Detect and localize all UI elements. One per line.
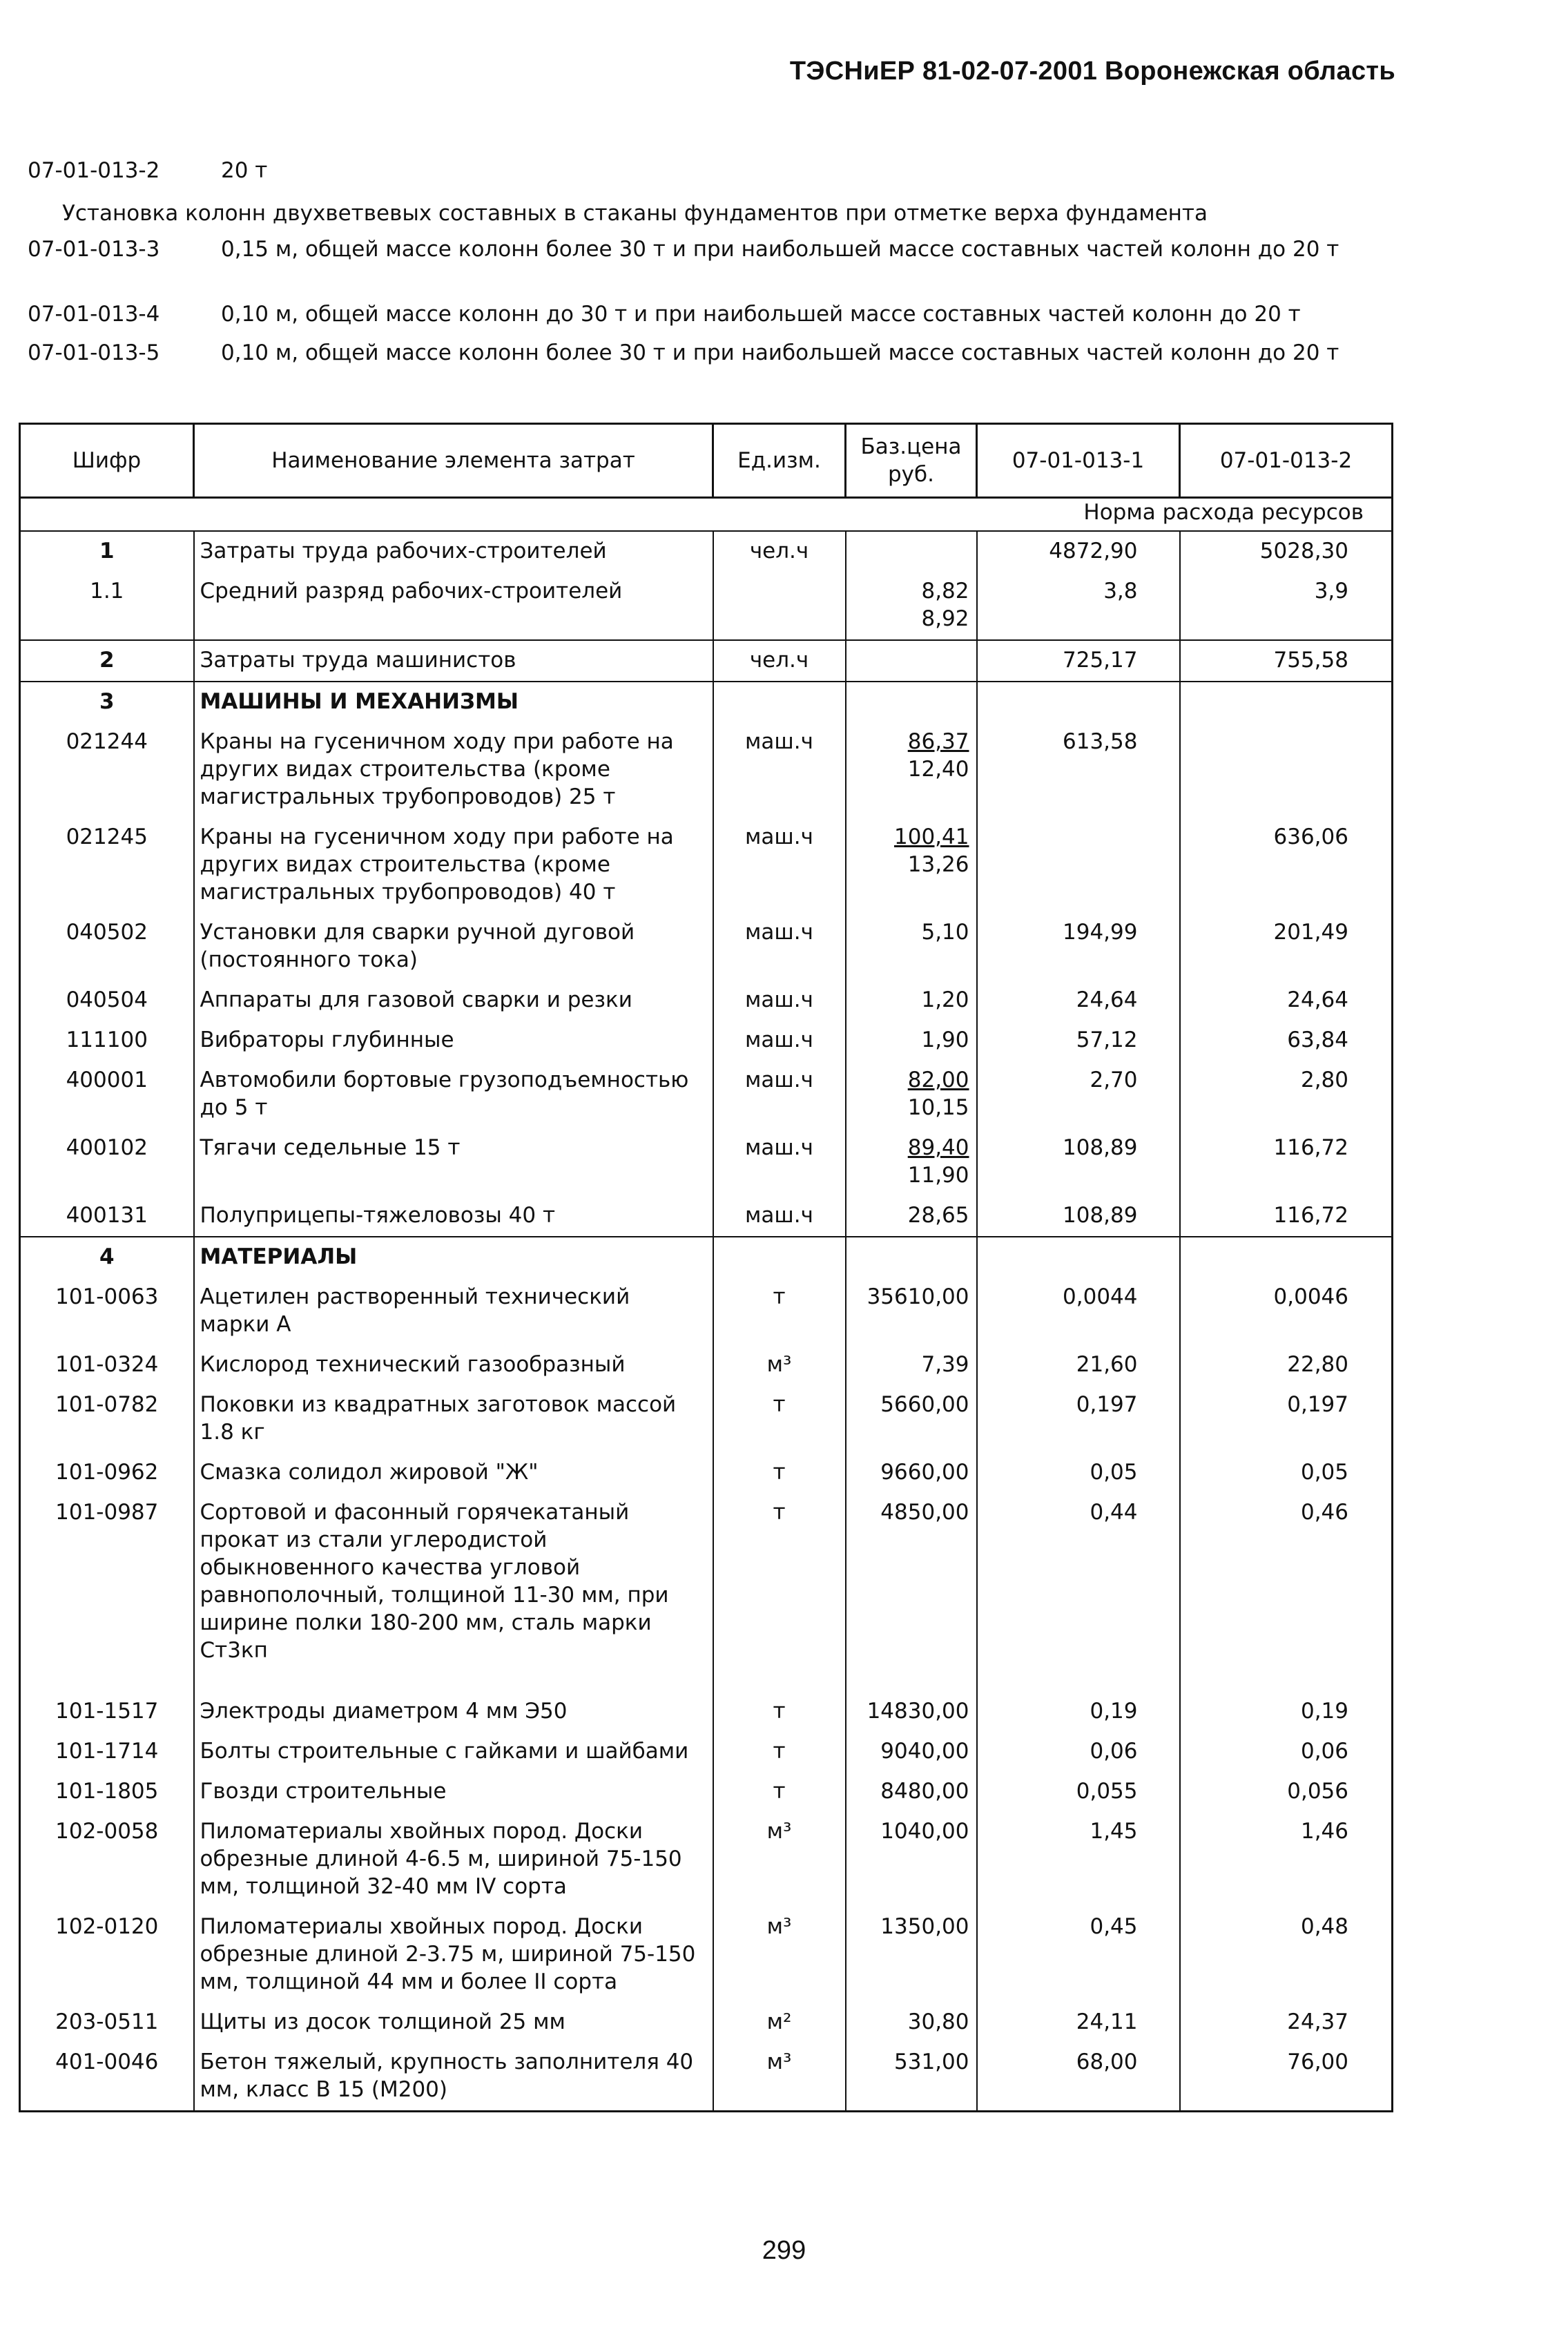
row-value-col2-main: 116,72 [1273, 1203, 1348, 1228]
row-price-value: 86,37 [907, 729, 969, 754]
table-row [20, 1345, 1393, 1385]
row-price [846, 1277, 977, 1345]
row-unit: маш.ч [713, 913, 846, 981]
row-code: 203-0511 [20, 2003, 194, 2043]
row-unit: т [713, 1692, 846, 1732]
row-name: Поковки из квадратных заготовок массой 1.8 кг [194, 1385, 713, 1453]
table-header-row [20, 424, 1393, 498]
row-value-col1: 0,05 [977, 1453, 1180, 1493]
intro-line1 [28, 157, 268, 184]
row-value-col1: 725,17 [977, 640, 1180, 682]
row-price-value: 1,20 [921, 987, 969, 1012]
row-name: Установки для сварки ручной дуговой (постоянного тока) [194, 913, 713, 981]
row-value-col1: 21,60 [977, 1345, 1180, 1385]
row-unit: т [713, 1732, 846, 1772]
table-row [20, 640, 1393, 682]
table-row [20, 682, 1393, 722]
document-header: ТЭСНиЕР 81-02-07-2001 Воронежская область [789, 57, 1395, 86]
row-value-col2-main: 0,46 [1300, 1500, 1348, 1525]
row-name: Пиломатериалы хвойных пород. Доски обрезные длиной 4-6.5 м, шириной 75-150 мм, толщиной 32-40 мм IV сорта [194, 1812, 713, 1907]
row-price-value: 89,40 [907, 1135, 969, 1160]
row-value-col1 [977, 682, 1180, 722]
row-name: МАТЕРИАЛЫ [194, 1237, 713, 1277]
row-price [846, 1692, 977, 1732]
row-value-col2 [1180, 2003, 1393, 2043]
row-unit: м³ [713, 1345, 846, 1385]
row-value-col2-main: 24,64 [1287, 987, 1348, 1012]
row-value-col2-main: 116,72 [1273, 1135, 1348, 1160]
row-value-col2-main: 636,06 [1273, 825, 1348, 849]
table-body [20, 498, 1393, 2112]
row-price-value: 100,41 [894, 825, 969, 849]
table-row [20, 1772, 1393, 1812]
row-value-col2-main: 0,06 [1300, 1739, 1348, 1764]
row-price-value: 82,00 [907, 1068, 969, 1092]
row-value-col2-main: 24,37 [1287, 2009, 1348, 2034]
row-price-value: 1040,00 [880, 1819, 969, 1844]
intro-heading: Установка колонн двухветвевых составных в стаканы фундаментов при отметке верха фундамента [62, 201, 1208, 226]
row-value-col1: 0,44 [977, 1493, 1180, 1692]
row-name: Краны на гусеничном ходу при работе на других видах строительства (кроме магистральных трубопроводов) 40 т [194, 818, 713, 913]
row-code: 101-0063 [20, 1277, 194, 1345]
row-price [846, 1493, 977, 1692]
row-name: МАШИНЫ И МЕХАНИЗМЫ [194, 682, 713, 722]
row-value-col1: 57,12 [977, 1021, 1180, 1061]
row-price [846, 913, 977, 981]
row-value-col2 [1180, 1692, 1393, 1732]
table-row [20, 531, 1393, 572]
row-code: 101-0324 [20, 1345, 194, 1385]
row-price-secondary: 13,26 [907, 852, 969, 877]
header-name: Наименование элемента затрат [194, 424, 713, 498]
row-value-col2-main: 2,80 [1300, 1068, 1348, 1092]
table-row [20, 1453, 1393, 1493]
row-value-col1 [977, 818, 1180, 913]
row-value-col1: 0,0044 [977, 1277, 1180, 1345]
row-price [846, 722, 977, 818]
row-price [846, 1772, 977, 1812]
row-price [846, 640, 977, 682]
row-value-col2 [1180, 1493, 1393, 1692]
row-unit: маш.ч [713, 1196, 846, 1237]
row-code: 101-1805 [20, 1772, 194, 1812]
row-name: Средний разряд рабочих-строителей [194, 572, 713, 640]
row-unit: т [713, 1277, 846, 1345]
row-name: Сортовой и фасонный горячекатаный прокат из стали углеродистой обыкновенного качества угловой равнополочный, толщиной 11-30 мм, при ширине полки 180-200 мм, сталь марки Ст3кп [194, 1493, 713, 1692]
header-price [846, 424, 977, 498]
row-unit [713, 1237, 846, 1277]
row-value-col1: 0,055 [977, 1772, 1180, 1812]
row-code: 401-0046 [20, 2043, 194, 2112]
table-row [20, 981, 1393, 1021]
row-price [846, 1345, 977, 1385]
row-value-col2-main: 76,00 [1287, 2050, 1348, 2074]
row-price [846, 1812, 977, 1907]
row-value-col2-main: 755,58 [1273, 648, 1348, 673]
row-value-col2 [1180, 2043, 1393, 2112]
row-price-value: 7,39 [921, 1352, 969, 1377]
row-unit: т [713, 1772, 846, 1812]
table-row [20, 1021, 1393, 1061]
row-value-col2-main: 1,46 [1300, 1819, 1348, 1844]
row-code: 102-0120 [20, 1907, 194, 2003]
row-value-col2 [1180, 1385, 1393, 1453]
row-price-value: 5660,00 [880, 1392, 969, 1417]
row-code: 3 [20, 682, 194, 722]
row-name: Полуприцепы-тяжеловозы 40 т [194, 1196, 713, 1237]
row-price-value: 30,80 [907, 2009, 969, 2034]
table-row [20, 1061, 1393, 1128]
header-unit: Ед.изм. [713, 424, 846, 498]
intro-item-text: 0,10 м, общей массе колонн до 30 т и при наибольшей массе составных частей колонн до 20 т [221, 302, 1301, 327]
row-value-col1: 613,58 [977, 722, 1180, 818]
row-name: Электроды диаметром 4 мм Э50 [194, 1692, 713, 1732]
row-name: Болты строительные с гайками и шайбами [194, 1732, 713, 1772]
row-code: 1.1 [20, 572, 194, 640]
row-value-col2-main: 5028,30 [1259, 539, 1348, 563]
row-code: 111100 [20, 1021, 194, 1061]
row-code: 4 [20, 1237, 194, 1277]
row-value-col2 [1180, 1128, 1393, 1196]
norma-row [20, 498, 1393, 532]
row-unit: т [713, 1493, 846, 1692]
row-value-col2 [1180, 913, 1393, 981]
row-value-col2-main: 201,49 [1273, 920, 1348, 945]
intro-text: 20 т [221, 158, 268, 183]
row-unit: чел.ч [713, 640, 846, 682]
row-code: 1 [20, 531, 194, 572]
row-value-col1: 24,11 [977, 2003, 1180, 2043]
row-value-col2-main: 0,197 [1287, 1392, 1348, 1417]
resource-norms-table [19, 423, 1393, 2112]
row-value-col2 [1180, 531, 1393, 572]
row-price-secondary: 10,15 [907, 1095, 969, 1120]
row-price-secondary: 11,90 [907, 1163, 969, 1188]
row-code: 021244 [20, 722, 194, 818]
row-value-col1: 2,70 [977, 1061, 1180, 1128]
row-name: Пиломатериалы хвойных пород. Доски обрезные длиной 2-3.75 м, шириной 75-150 мм, толщиной 44 мм и более II сорта [194, 1907, 713, 2003]
row-price [846, 1021, 977, 1061]
row-unit: маш.ч [713, 1061, 846, 1128]
header-price-l2: руб. [888, 462, 934, 487]
row-code: 101-0987 [20, 1493, 194, 1692]
row-code: 101-0782 [20, 1385, 194, 1453]
row-price-value: 531,00 [894, 2050, 969, 2074]
row-name: Гвозди строительные [194, 1772, 713, 1812]
row-value-col2 [1180, 1021, 1393, 1061]
row-name: Аппараты для газовой сварки и резки [194, 981, 713, 1021]
row-unit [713, 572, 846, 640]
row-value-col1: 68,00 [977, 2043, 1180, 2112]
intro-item-code: 07-01-013-4 [28, 302, 160, 327]
row-value-col2-main: 0,19 [1300, 1699, 1348, 1724]
table-row [20, 2003, 1393, 2043]
row-value-col2 [1180, 1453, 1393, 1493]
table-row [20, 1385, 1393, 1453]
row-price-value: 4850,00 [880, 1500, 969, 1525]
row-price-value: 1,90 [921, 1028, 969, 1052]
row-unit: м³ [713, 2043, 846, 2112]
row-price [846, 1196, 977, 1237]
row-price [846, 1907, 977, 2003]
row-price [846, 1128, 977, 1196]
row-unit: маш.ч [713, 1128, 846, 1196]
row-unit: м³ [713, 1907, 846, 2003]
row-price [846, 1061, 977, 1128]
row-unit: м² [713, 2003, 846, 2043]
row-code: 101-1714 [20, 1732, 194, 1772]
row-unit: маш.ч [713, 818, 846, 913]
row-name: Щиты из досок толщиной 25 мм [194, 2003, 713, 2043]
row-name: Ацетилен растворенный технический марки А [194, 1277, 713, 1345]
row-value-col1: 194,99 [977, 913, 1180, 981]
norma-label: Норма расхода ресурсов [20, 498, 1393, 532]
row-value-col2-main: 63,84 [1287, 1028, 1348, 1052]
table-row [20, 1128, 1393, 1196]
row-value-col2 [1180, 1061, 1393, 1128]
row-value-col1: 4872,90 [977, 531, 1180, 572]
row-name: Затраты труда машинистов [194, 640, 713, 682]
row-value-col1: 108,89 [977, 1196, 1180, 1237]
row-unit: т [713, 1453, 846, 1493]
row-value-col2-main: 0,056 [1287, 1779, 1348, 1804]
row-price-value: 8,82 [921, 579, 969, 604]
table-row [20, 1196, 1393, 1237]
row-value-col1: 3,8 [977, 572, 1180, 640]
row-code: 101-0962 [20, 1453, 194, 1493]
header-price-l1: Баз.цена [860, 434, 962, 459]
table-row [20, 1692, 1393, 1732]
intro-item-code: 07-01-013-3 [28, 237, 160, 262]
header-col2: 07-01-013-2 [1180, 424, 1393, 498]
row-code: 400131 [20, 1196, 194, 1237]
row-value-col2 [1180, 682, 1393, 722]
row-value-col2-main: 0,48 [1300, 1914, 1348, 1939]
table-row [20, 572, 1393, 640]
header-code: Шифр [20, 424, 194, 498]
header-col1: 07-01-013-1 [977, 424, 1180, 498]
intro-item [28, 301, 1395, 327]
page-number: 299 [762, 2236, 806, 2265]
row-name: Кислород технический газообразный [194, 1345, 713, 1385]
row-value-col2 [1180, 981, 1393, 1021]
row-unit: т [713, 1385, 846, 1453]
row-value-col2 [1180, 1907, 1393, 2003]
row-code: 040502 [20, 913, 194, 981]
row-price [846, 1385, 977, 1453]
row-value-col1: 108,89 [977, 1128, 1180, 1196]
row-price-value: 5,10 [921, 920, 969, 945]
table-row [20, 913, 1393, 981]
intro-item [28, 236, 1395, 262]
row-unit: маш.ч [713, 722, 846, 818]
table-row [20, 818, 1393, 913]
row-price-value: 14830,00 [867, 1699, 969, 1724]
row-name: Смазка солидол жировой "Ж" [194, 1453, 713, 1493]
row-code: 102-0058 [20, 1812, 194, 1907]
row-code: 021245 [20, 818, 194, 913]
row-value-col1 [977, 1237, 1180, 1277]
row-value-col2 [1180, 1772, 1393, 1812]
row-price-value: 9040,00 [880, 1739, 969, 1764]
table-row [20, 1493, 1393, 1692]
row-price-value: 35610,00 [867, 1284, 969, 1309]
row-value-col2 [1180, 1277, 1393, 1345]
row-price [846, 1237, 977, 1277]
row-price [846, 682, 977, 722]
row-price [846, 818, 977, 913]
row-unit [713, 682, 846, 722]
row-name: Бетон тяжелый, крупность заполнителя 40 мм, класс В 15 (М200) [194, 2043, 713, 2112]
row-value-col2 [1180, 818, 1393, 913]
row-name: Автомобили бортовые грузоподъемностью до 5 т [194, 1061, 713, 1128]
row-value-col2 [1180, 572, 1393, 640]
row-value-col1: 1,45 [977, 1812, 1180, 1907]
intro-item [28, 340, 1395, 366]
intro-item-text: 0,10 м, общей массе колонн более 30 т и при наибольшей массе составных частей колонн до 20 т [221, 340, 1339, 365]
row-name: Тягачи седельные 15 т [194, 1128, 713, 1196]
row-price [846, 981, 977, 1021]
row-unit: чел.ч [713, 531, 846, 572]
row-value-col2 [1180, 1196, 1393, 1237]
row-code: 101-1517 [20, 1692, 194, 1732]
row-unit: маш.ч [713, 981, 846, 1021]
table-row [20, 1237, 1393, 1277]
row-price-secondary: 12,40 [907, 757, 969, 782]
intro-item-text: 0,15 м, общей массе колонн более 30 т и при наибольшей массе составных частей колонн до 20 т [221, 237, 1339, 262]
row-name: Затраты труда рабочих-строителей [194, 531, 713, 572]
row-price [846, 572, 977, 640]
row-price [846, 1453, 977, 1493]
row-unit: маш.ч [713, 1021, 846, 1061]
row-value-col1: 0,06 [977, 1732, 1180, 1772]
row-code: 400001 [20, 1061, 194, 1128]
row-price [846, 2043, 977, 2112]
row-value-col1: 0,197 [977, 1385, 1180, 1453]
row-code: 400102 [20, 1128, 194, 1196]
row-code: 040504 [20, 981, 194, 1021]
row-value-col2 [1180, 722, 1393, 818]
table-row [20, 1732, 1393, 1772]
row-name: Вибраторы глубинные [194, 1021, 713, 1061]
row-price-secondary: 8,92 [921, 606, 969, 631]
table-row [20, 1907, 1393, 2003]
table-row [20, 2043, 1393, 2112]
row-value-col2-main: 0,0046 [1273, 1284, 1348, 1309]
intro-code: 07-01-013-2 [28, 158, 160, 183]
row-price-value: 9660,00 [880, 1460, 969, 1485]
row-value-col1: 24,64 [977, 981, 1180, 1021]
row-value-col1: 0,45 [977, 1907, 1180, 2003]
table-row [20, 722, 1393, 818]
row-value-col2 [1180, 1237, 1393, 1277]
row-value-col1: 0,19 [977, 1692, 1180, 1732]
row-value-col2 [1180, 640, 1393, 682]
row-name: Краны на гусеничном ходу при работе на других видах строительства (кроме магистральных трубопроводов) 25 т [194, 722, 713, 818]
row-price [846, 1732, 977, 1772]
row-value-col2 [1180, 1812, 1393, 1907]
table-row [20, 1277, 1393, 1345]
row-code: 2 [20, 640, 194, 682]
row-value-col2-secondary: 3,9 [1314, 579, 1348, 604]
row-value-col2 [1180, 1732, 1393, 1772]
row-price-value: 8480,00 [880, 1779, 969, 1804]
row-price-value: 1350,00 [880, 1914, 969, 1939]
row-unit: м³ [713, 1812, 846, 1907]
row-value-col2-main: 0,05 [1300, 1460, 1348, 1485]
row-price [846, 2003, 977, 2043]
row-value-col2-main: 22,80 [1287, 1352, 1348, 1377]
row-price [846, 531, 977, 572]
intro-item-code: 07-01-013-5 [28, 340, 160, 365]
row-value-col2 [1180, 1345, 1393, 1385]
table-row [20, 1812, 1393, 1907]
row-price-value: 28,65 [907, 1203, 969, 1228]
